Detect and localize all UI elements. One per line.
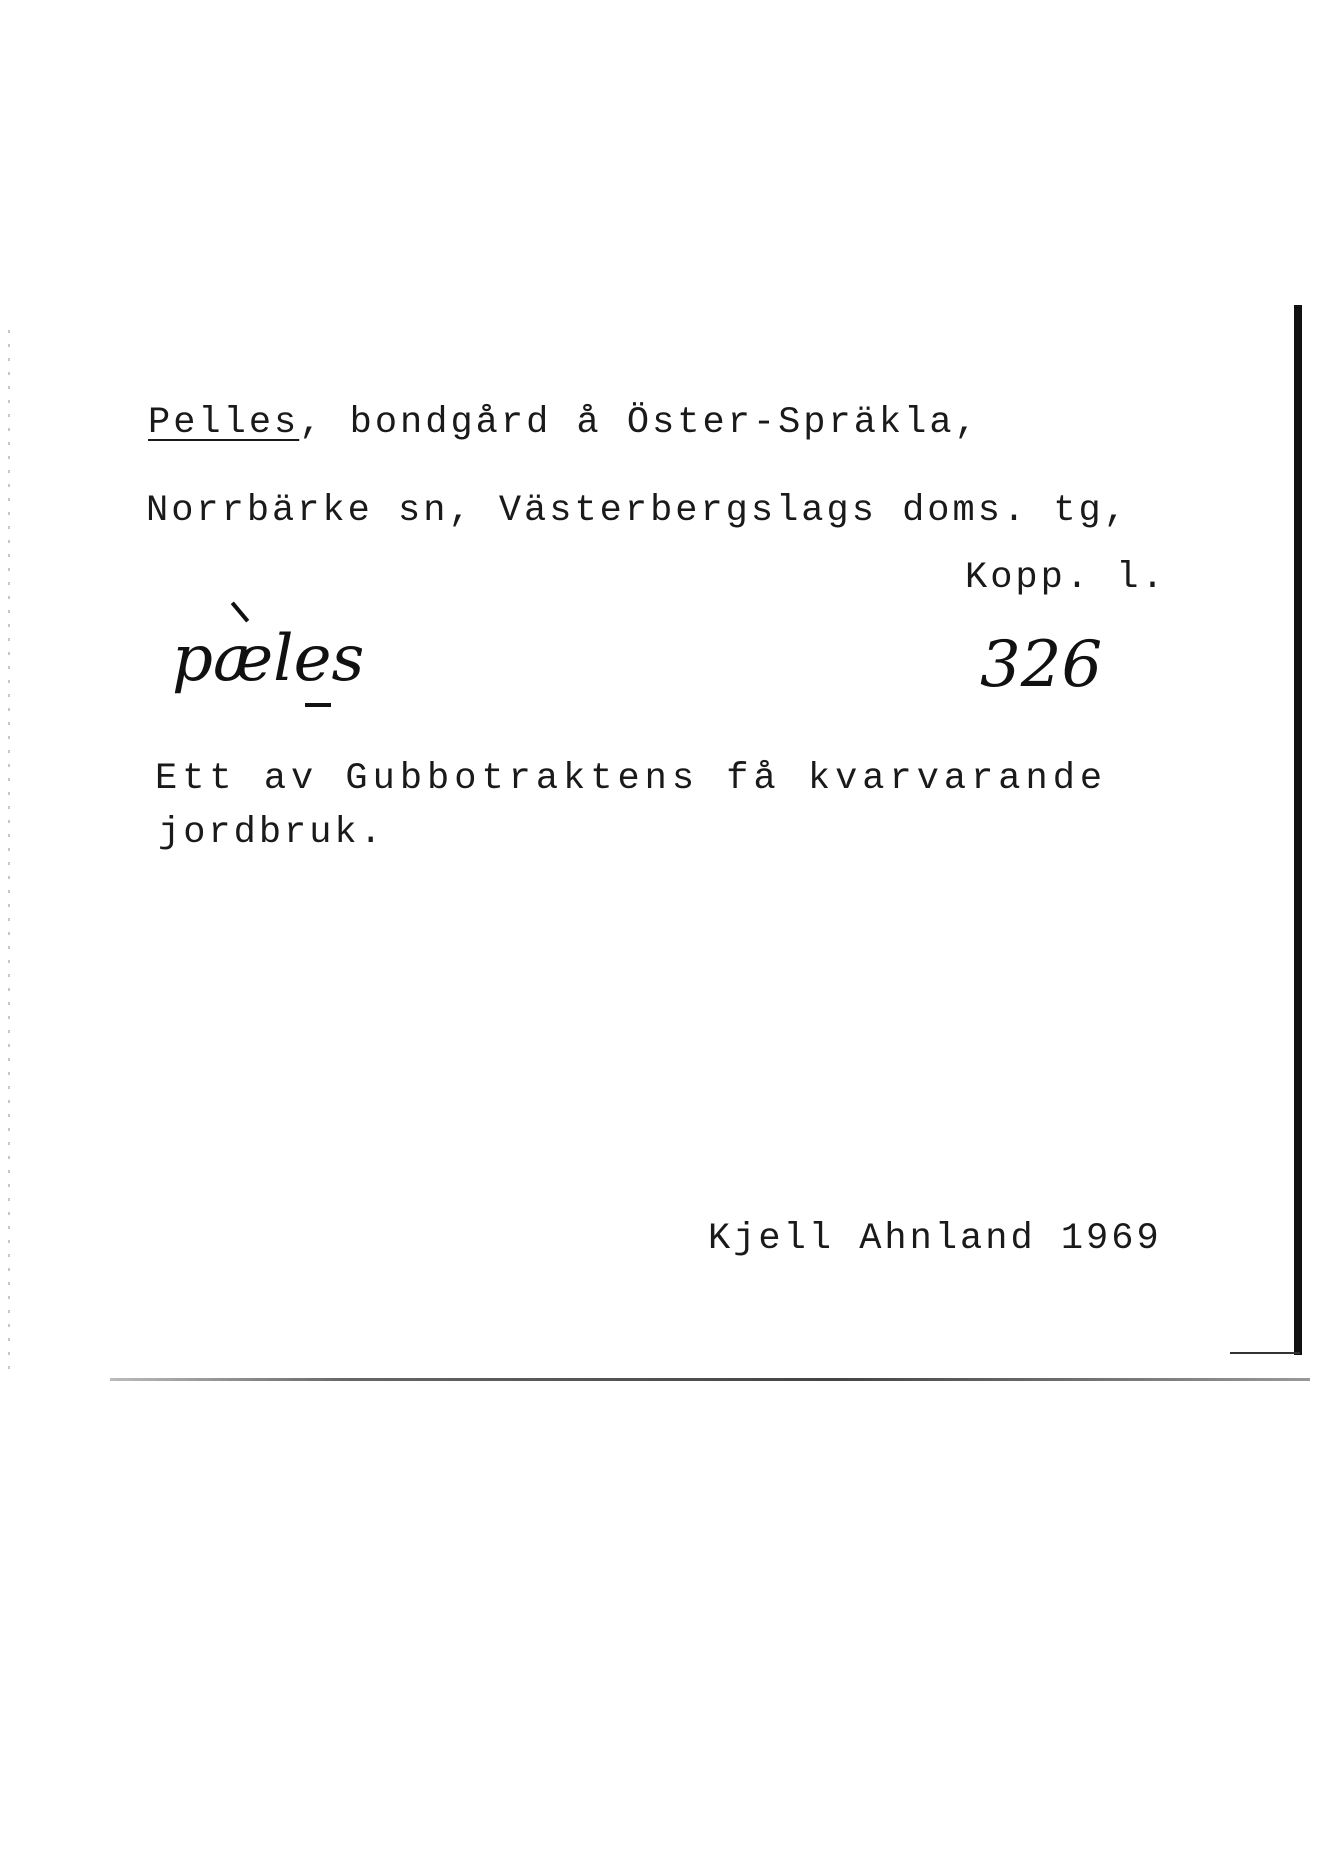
handwritten-number: 326 bbox=[980, 628, 1103, 702]
entry-heading-line bbox=[148, 402, 980, 444]
length-mark bbox=[305, 703, 331, 707]
card-right-border bbox=[1294, 305, 1302, 1355]
handwritten-pronunciation: pæles bbox=[172, 622, 365, 696]
signature-line: Kjell Ahnland 1969 bbox=[708, 1218, 1162, 1260]
note-line-1: Ett av Gubbotraktens få kvarvarande bbox=[155, 758, 1108, 800]
accent-mark bbox=[231, 602, 249, 623]
card-bottom-border bbox=[110, 1378, 1310, 1381]
scan-edge-speckle bbox=[8, 330, 10, 1380]
place-name: Pelles bbox=[148, 402, 300, 444]
card-corner-line bbox=[1230, 1352, 1300, 1354]
place-description: , bondgård å Öster-Spräkla, bbox=[299, 402, 980, 444]
parish-line: Norrbärke sn, Västerbergslags doms. tg, bbox=[146, 490, 1129, 532]
note-line-2: jordbruk. bbox=[158, 812, 385, 854]
reference-line: Kopp. l. bbox=[965, 557, 1167, 599]
